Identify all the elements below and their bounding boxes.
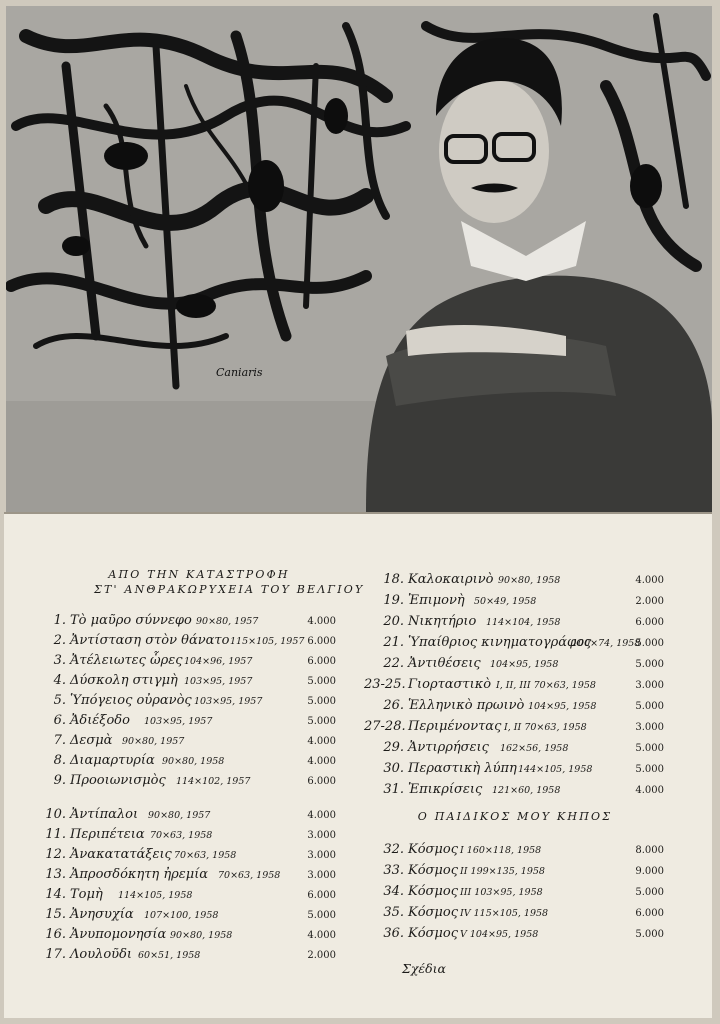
item-number: 16.: [45, 927, 66, 942]
item-title: Τομὴ: [70, 887, 103, 902]
item-number: 33.: [383, 863, 404, 878]
item-dimensions: 70×63, 1958: [218, 870, 281, 881]
item-dimensions: I 160×118, 1958: [460, 845, 542, 856]
item-title: Καλοκαιρινὸ: [408, 572, 494, 587]
item-dimensions: 70×63, 1958: [150, 830, 213, 841]
item-title: Κόσμος: [408, 842, 458, 857]
item-dimensions: 70×63, 1958: [174, 850, 237, 861]
item-price: 4.000: [307, 756, 336, 767]
item-price: 5.000: [307, 676, 336, 687]
item-title: Τὸ μαῦρο σύννεφο: [70, 613, 192, 628]
item-title: Ἀντίσταση στὸν θάνατο: [70, 633, 230, 648]
item-number: 26.: [383, 698, 404, 713]
item-number: 3.: [53, 653, 66, 668]
item-dimensions: 90×80, 1957: [196, 616, 259, 627]
item-price: 6.000: [307, 636, 336, 647]
item-dimensions: I, II 70×63, 1958: [504, 722, 587, 733]
item-price: 6.000: [635, 908, 664, 919]
item-number: 19.: [383, 593, 404, 608]
item-price: 4.000: [307, 810, 336, 821]
item-price: 8.000: [635, 845, 664, 856]
item-title: Κόσμος: [408, 926, 458, 941]
item-title: Περαστικὴ λύπη: [408, 761, 517, 776]
item-number: 6.: [53, 713, 66, 728]
item-price: 4.000: [635, 785, 664, 796]
item-title: Ἀντιθέσεις: [408, 656, 481, 671]
item-price: 6.000: [307, 656, 336, 667]
item-title: Περιμένοντας: [408, 719, 502, 734]
item-dimensions: 103×95, 1957: [184, 676, 253, 687]
item-price: 3.000: [307, 830, 336, 841]
item-dimensions: 114×104, 1958: [486, 617, 561, 628]
item-dimensions: 50×49, 1958: [474, 596, 537, 607]
item-number: 21.: [383, 635, 404, 650]
item-title: Κόσμος: [408, 884, 458, 899]
item-dimensions: 103×95, 1957: [194, 696, 263, 707]
item-number: 12.: [45, 847, 66, 862]
item-number: 15.: [45, 907, 66, 922]
item-number: 31.: [383, 782, 404, 797]
item-price: 4.000: [307, 930, 336, 941]
artist-portrait-photo: [6, 6, 712, 512]
item-dimensions: 100×74, 1958: [572, 638, 641, 649]
item-number: 9.: [53, 773, 66, 788]
item-price: 5.000: [635, 638, 664, 649]
item-price: 2.000: [635, 596, 664, 607]
item-number: 36.: [383, 926, 404, 941]
item-price: 3.000: [307, 850, 336, 861]
item-title: Ἀτέλειωτες ὧρες: [70, 653, 183, 668]
item-price: 5.000: [635, 929, 664, 940]
item-title: Ἐπιμονὴ: [408, 593, 465, 608]
item-title: Διαμαρτυρία: [70, 753, 155, 768]
portrait-photo-graphic: [6, 6, 712, 512]
item-title: Περιπέτεια: [70, 827, 145, 842]
item-title: Κόσμος: [408, 863, 458, 878]
item-number: 5.: [53, 693, 66, 708]
item-title: Λουλοῦδι: [70, 947, 133, 962]
item-dimensions: 162×56, 1958: [500, 743, 569, 754]
item-price: 6.000: [635, 617, 664, 628]
item-dimensions: III 103×95, 1958: [460, 887, 543, 898]
section-heading-garden: Ο ΠΑΙΔΙΚΟΣ ΜΟΥ ΚΗΠΟΣ: [417, 810, 613, 823]
item-dimensions: 90×80, 1958: [170, 930, 233, 941]
item-price: 5.000: [635, 701, 664, 712]
item-title: Ἀνυπομονησία: [70, 927, 167, 942]
item-title: Ἀνακατατάξεις: [70, 847, 172, 862]
item-price: 5.000: [635, 764, 664, 775]
item-number: 13.: [45, 867, 66, 882]
item-dimensions: 103×95, 1957: [144, 716, 213, 727]
item-dimensions: I, II, III 70×63, 1958: [496, 680, 596, 691]
item-number: 30.: [383, 761, 404, 776]
item-dimensions: 114×105, 1958: [118, 890, 193, 901]
item-number: 32.: [383, 842, 404, 857]
item-dimensions: II 199×135, 1958: [460, 866, 545, 877]
item-title: Ὑπόγειος οὐρανὸς: [70, 693, 192, 708]
item-dimensions: 104×95, 1958: [528, 701, 597, 712]
item-dimensions: 60×51, 1958: [138, 950, 201, 961]
item-number: 2.: [53, 633, 66, 648]
item-price: 2.000: [307, 950, 336, 961]
item-price: 4.000: [307, 736, 336, 747]
item-number: 29.: [383, 740, 404, 755]
item-dimensions: 90×80, 1957: [122, 736, 185, 747]
item-dimensions: 104×96, 1957: [184, 656, 253, 667]
item-title: Ἀδιέξοδο: [70, 713, 130, 728]
item-dimensions: 90×80, 1958: [498, 575, 561, 586]
item-number: 18.: [383, 572, 404, 587]
item-dimensions: 104×95, 1958: [490, 659, 559, 670]
item-dimensions: 107×100, 1958: [144, 910, 219, 921]
item-price: 5.000: [307, 910, 336, 921]
item-title: Προοιωνισμὸς: [70, 773, 166, 788]
item-number: 1.: [53, 613, 66, 628]
item-number: 8.: [53, 753, 66, 768]
item-title: Δεσμὰ: [70, 733, 113, 748]
item-number: 14.: [45, 887, 66, 902]
item-price: 5.000: [635, 659, 664, 670]
item-dimensions: 144×105, 1958: [518, 764, 593, 775]
item-dimensions: 115×105, 1957: [230, 636, 305, 647]
item-price: 6.000: [307, 890, 336, 901]
item-dimensions: 90×80, 1958: [162, 756, 225, 767]
item-title: Ἑλληνικὸ πρωινὸ: [408, 698, 525, 713]
item-dimensions: 90×80, 1957: [148, 810, 211, 821]
item-price: 3.000: [635, 680, 664, 691]
item-title: Κόσμος: [408, 905, 458, 920]
item-price: 5.000: [635, 743, 664, 754]
item-title: Ἀνησυχία: [70, 907, 134, 922]
item-number: 35.: [383, 905, 404, 920]
item-dimensions: 114×102, 1957: [176, 776, 251, 787]
item-price: 5.000: [307, 696, 336, 707]
item-number: 34.: [383, 884, 404, 899]
item-price: 5.000: [635, 887, 664, 898]
sketches-label: Σχέδια: [402, 961, 446, 976]
item-title: Ὑπαίθριος κινηματογράφος: [408, 635, 592, 650]
section-heading-line2: ΣΤ' ΑΝΘΡΑΚΩΡΥΧΕΙΑ ΤΟΥ ΒΕΛΓΙΟΥ: [94, 583, 365, 596]
item-price: 3.000: [307, 870, 336, 881]
item-number: 11.: [45, 827, 66, 842]
item-number: 17.: [45, 947, 66, 962]
item-number: 7.: [53, 733, 66, 748]
item-title: Δύσκολη στιγμὴ: [70, 673, 178, 688]
item-price: 4.000: [635, 575, 664, 586]
item-number: 22.: [383, 656, 404, 671]
item-price: 6.000: [307, 776, 336, 787]
item-dimensions: IV 115×105, 1958: [460, 908, 549, 919]
item-number: 10.: [45, 807, 66, 822]
item-number: 20.: [383, 614, 404, 629]
item-title: Ἐπικρίσεις: [408, 782, 483, 797]
item-title: Ἀπροσδόκητη ἠρεμία: [70, 867, 209, 882]
item-number: 27-28.: [364, 719, 406, 734]
section-heading-line1: ΑΠΟ ΤΗΝ ΚΑΤΑΣΤΡΟΦΗ: [108, 568, 290, 581]
item-dimensions: V 104×95, 1958: [460, 929, 539, 940]
item-price: 9.000: [635, 866, 664, 877]
item-price: 5.000: [307, 716, 336, 727]
catalogue-sheet: [4, 512, 712, 1018]
item-number: 23-25.: [364, 677, 406, 692]
item-number: 4.: [53, 673, 66, 688]
item-price: 4.000: [307, 616, 336, 627]
item-title: Ἀντιρρήσεις: [408, 740, 489, 755]
item-title: Νικητήριο: [408, 614, 477, 629]
item-title: Ἀντίπαλοι: [70, 807, 139, 822]
item-dimensions: 121×60, 1958: [492, 785, 561, 796]
painting-signature: Caniaris: [216, 366, 263, 379]
item-title: Γιορταστικὸ: [408, 677, 492, 692]
item-price: 3.000: [635, 722, 664, 733]
